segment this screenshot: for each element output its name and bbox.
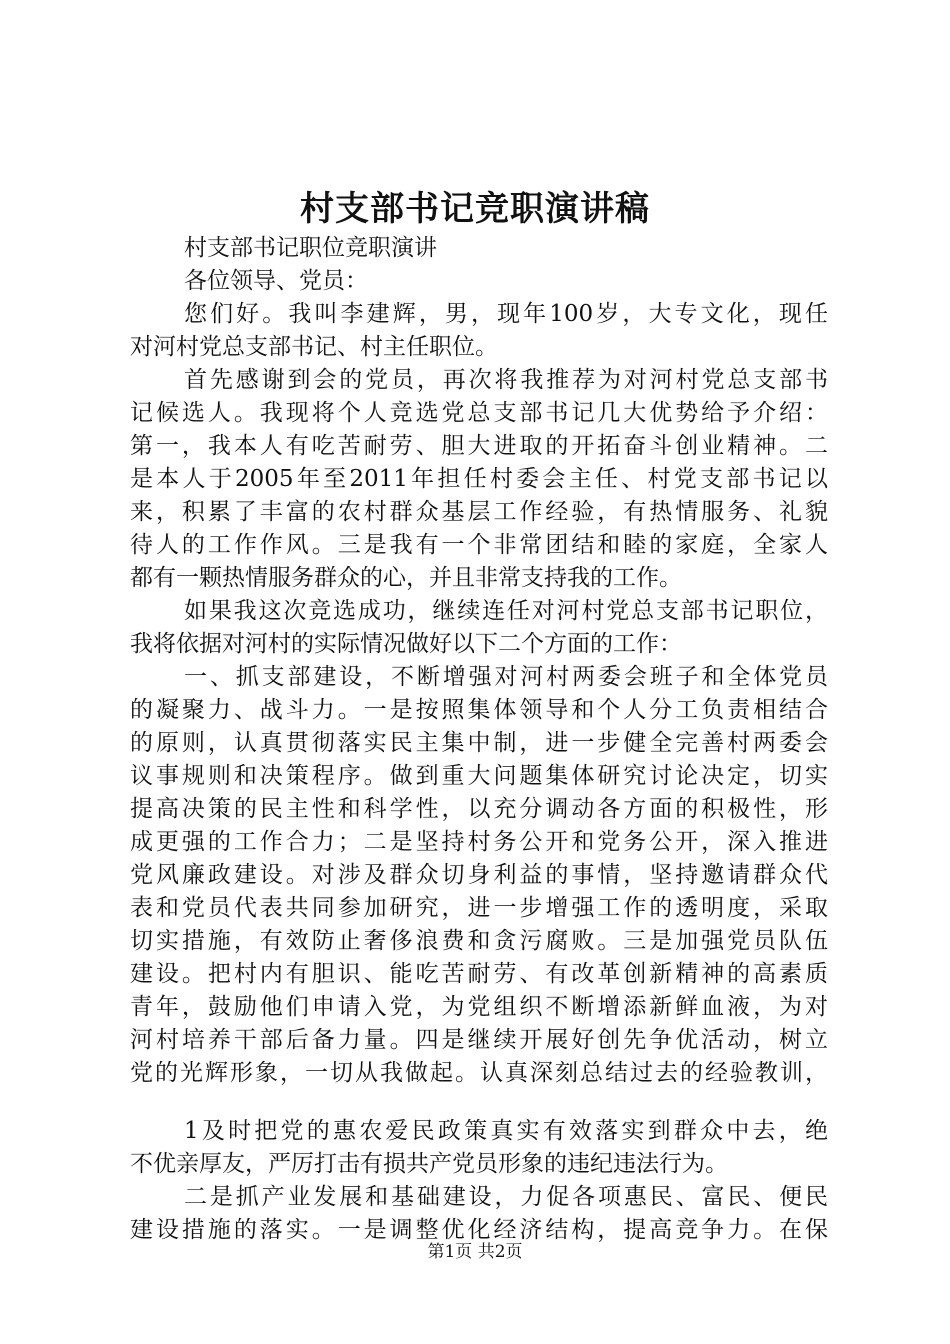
body-line: 如果我这次竞选成功，继续连任对河村党总支部书记职位，: [184, 598, 828, 624]
body-line: 表和党员代表共同参加研究，进一步增强工作的透明度，采取: [130, 895, 828, 921]
body-line: 不优亲厚友，严厉打击有损共产党员形象的违纪违法行为。: [130, 1151, 728, 1177]
body-line: 建设。把村内有胆识、能吃苦耐劳、有改革创新精神的高素质: [130, 961, 828, 987]
body-line: 对河村党总支部书记、村主任职位。: [130, 334, 498, 360]
body-line: 来，积累了丰富的农村群众基层工作经验，有热情服务、礼貌: [130, 499, 828, 525]
body-line: 村支部书记职位竞职演讲: [184, 235, 437, 261]
body-line: 都有一颗热情服务群众的心，并且非常支持我的工作。: [130, 565, 682, 591]
body-line: 第一，我本人有吃苦耐劳、胆大进取的开拓奋斗创业精神。二: [130, 433, 828, 459]
body-line: 青年，鼓励他们申请入党，为党组织不断增添新鲜血液，为对: [130, 994, 828, 1020]
body-line: 成更强的工作合力；二是坚持村务公开和党务公开，深入推进: [130, 829, 828, 855]
body-line: 党的光辉形象，一切从我做起。认真深刻总结过去的经验教训，: [130, 1060, 828, 1086]
body-line: 一、抓支部建设，不断增强对河村两委会班子和全体党员: [184, 664, 828, 690]
body-line: 二是抓产业发展和基础建设，力促各项惠民、富民、便民: [184, 1184, 828, 1210]
body-line: 的凝聚力、战斗力。一是按照集体领导和个人分工负责相结合: [130, 697, 828, 723]
paragraph-gap: [130, 1090, 828, 1115]
body-line: 河村培养干部后备力量。四是继续开展好创先争优活动，树立: [130, 1027, 828, 1053]
body-line: 提高决策的民主性和科学性，以充分调动各方面的积极性，形: [130, 796, 828, 822]
body-line: 议事规则和决策程序。做到重大问题集体研究讨论决定，切实: [130, 763, 828, 789]
body-line: 我将依据对河村的实际情况做好以下二个方面的工作：: [130, 631, 682, 657]
body-line: 您们好。我叫李建辉，男，现年100岁，大专文化，现任: [184, 301, 828, 327]
body-line: 记候选人。我现将个人竞选党总支部书记几大优势给予介绍：: [130, 400, 828, 426]
page-footer: 第1页 共2页: [427, 1242, 523, 1262]
document-body: [130, 232, 828, 1247]
body-line: 的原则，认真贯彻落实民主集中制，进一步健全完善村两委会: [130, 730, 828, 756]
body-line: 首先感谢到会的党员，再次将我推荐为对河村党总支部书: [184, 367, 828, 393]
body-line: 1及时把党的惠农爱民政策真实有效落实到群众中去，绝: [184, 1118, 828, 1144]
body-line: 待人的工作作风。三是我有一个非常团结和睦的家庭，全家人: [130, 532, 828, 558]
body-line: 党风廉政建设。对涉及群众切身利益的事情，坚持邀请群众代: [130, 862, 828, 888]
document-title: 村支部书记竞职演讲稿: [300, 189, 650, 229]
body-line: 各位领导、党员：: [184, 268, 368, 294]
body-line: 切实措施，有效防止奢侈浪费和贪污腐败。三是加强党员队伍: [130, 928, 828, 954]
body-line: 建设措施的落实。一是调整优化经济结构，提高竞争力。在保: [130, 1217, 828, 1243]
body-line: 是本人于2005年至2011年担任村委会主任、村党支部书记以: [130, 466, 828, 492]
